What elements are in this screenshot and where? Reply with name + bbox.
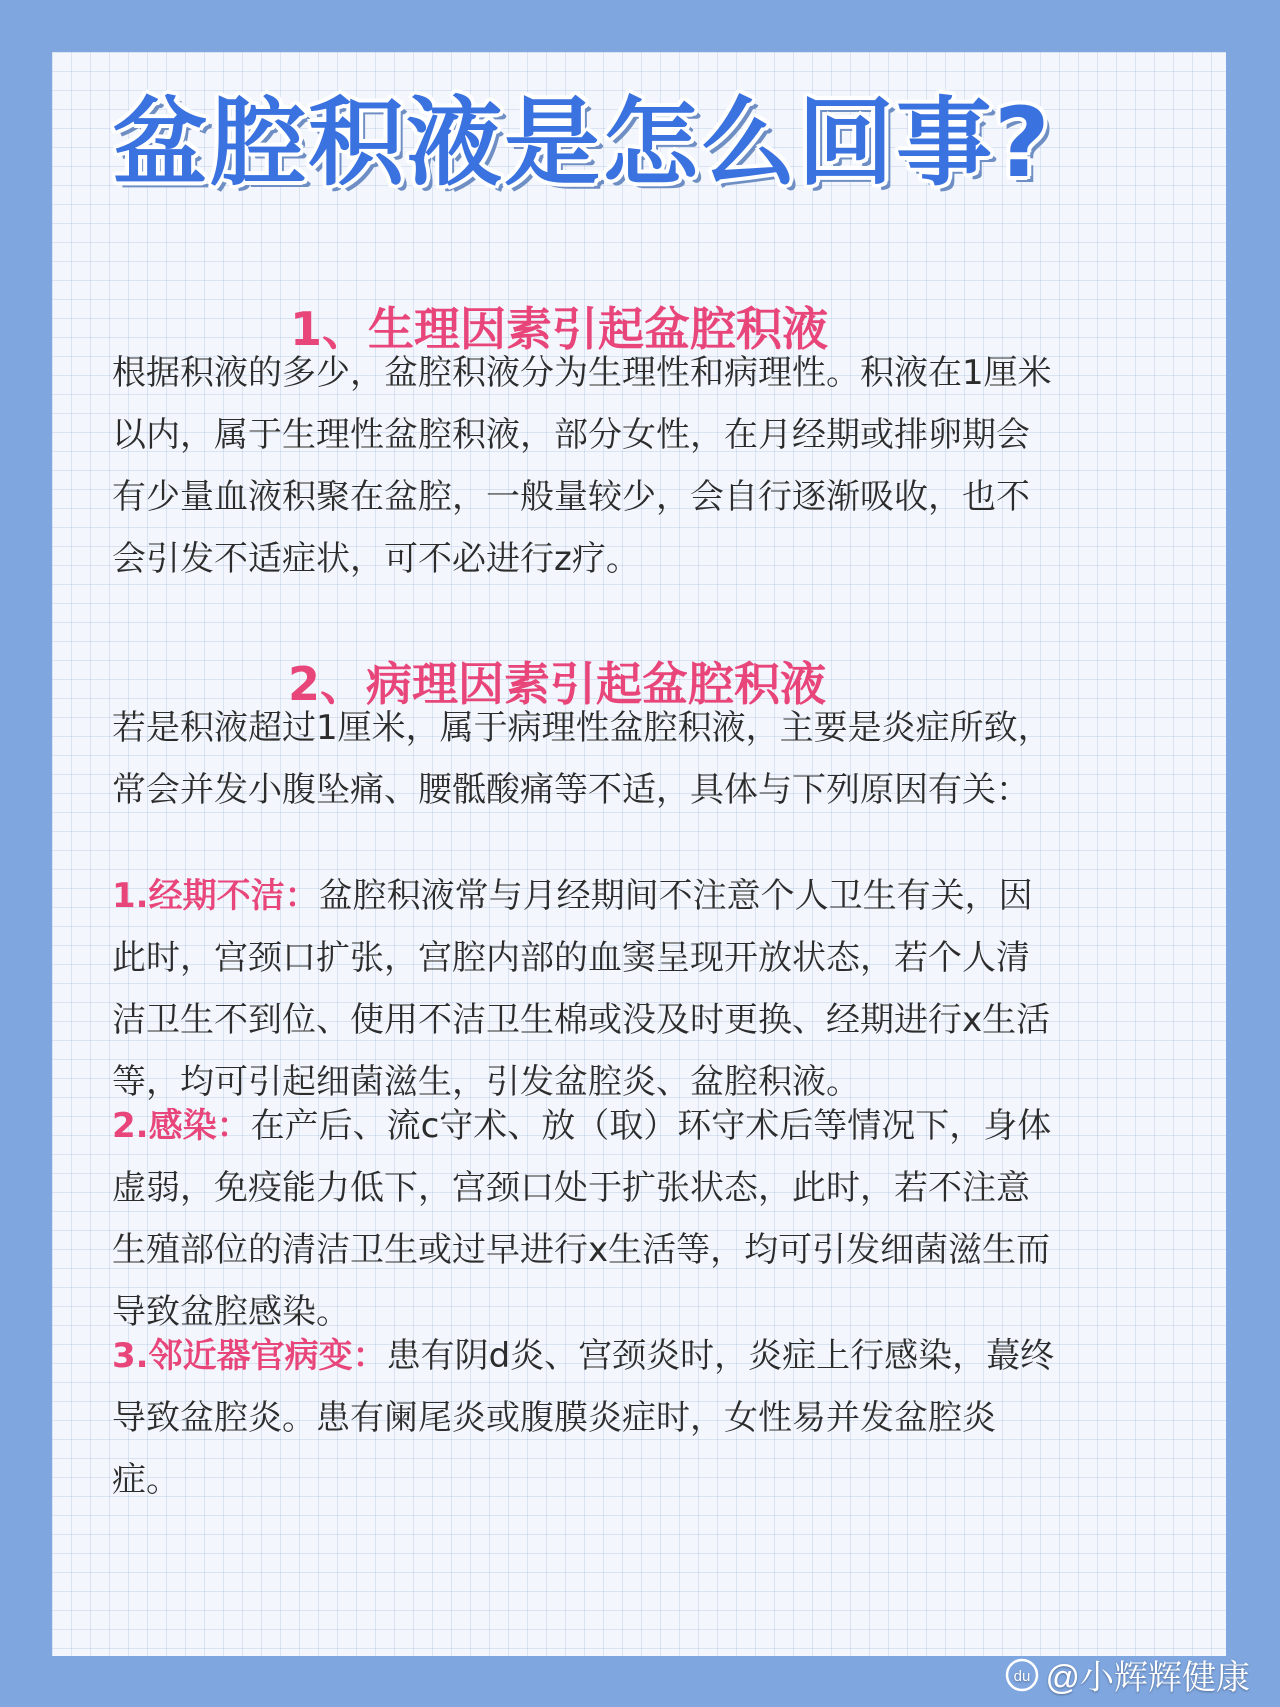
cause-label: 1.经期不洁： bbox=[112, 876, 319, 916]
cause-text: 患有阴d炎、宫颈炎时，炎症上行感染，蕞终 导致盆腔炎。患有阑尾炎或腹膜炎症时，女性易并发盆腔炎 症。 bbox=[112, 1336, 1055, 1500]
section-heading-physiological: 1、生理因素引起盆腔积液 bbox=[290, 302, 829, 356]
cause-item-infection bbox=[112, 1095, 1212, 1343]
watermark-text: @小辉辉健康 bbox=[1045, 1659, 1250, 1697]
section-paragraph-pathological: 若是积液超过1厘米，属于病理性盆腔积液，主要是炎症所致， 常会并发小腹坠痛、腰骶酸痛等不适，具体与下列原因有关： bbox=[112, 708, 1052, 810]
content-card bbox=[52, 52, 1226, 1656]
cause-text: 盆腔积液常与月经期间不注意个人卫生有关，因 此时，宫颈口扩张，宫腔内部的血窦呈现开放状态，若个人清 洁卫生不到位、使用不洁卫生棉或没及时更换、经期进行x生活 等，均可引起细菌滋生，引发盆腔炎、盆腔积液。 bbox=[112, 876, 1051, 1102]
cause-text: 在产后、流c守术、放（取）环守术后等情况下，身体 虚弱，免疫能力低下，宫颈口处于扩张状态，此时，若不注意 生殖部位的清洁卫生或过早进行x生活等，均可引发细菌滋生而 导致盆腔感染。 bbox=[112, 1106, 1052, 1332]
page-title: 盆腔积液是怎么回事? bbox=[112, 87, 1052, 199]
section-paragraph-physiological: 根据积液的多少，盆腔积液分为生理性和病理性。积液在1厘米 以内，属于生理性盆腔积液，部分女性，在月经期或排卵期会 有少量血液积聚在盆腔，一般量较少，会自行逐渐吸收，也不 会引发不适症状，可不必进行z疗。 bbox=[112, 353, 1052, 579]
toutiao-logo-icon bbox=[1005, 1658, 1039, 1692]
cause-label: 2.感染： bbox=[112, 1106, 251, 1146]
cause-label: 3.邻近器官病变： bbox=[112, 1336, 387, 1376]
svg-text:du: du bbox=[1014, 1667, 1031, 1685]
cause-item-adjacent-organs bbox=[112, 1325, 1212, 1511]
cause-item-menstrual bbox=[112, 865, 1212, 1113]
section-heading-pathological: 2、病理因素引起盆腔积液 bbox=[288, 657, 827, 711]
watermark bbox=[1005, 1650, 1250, 1699]
